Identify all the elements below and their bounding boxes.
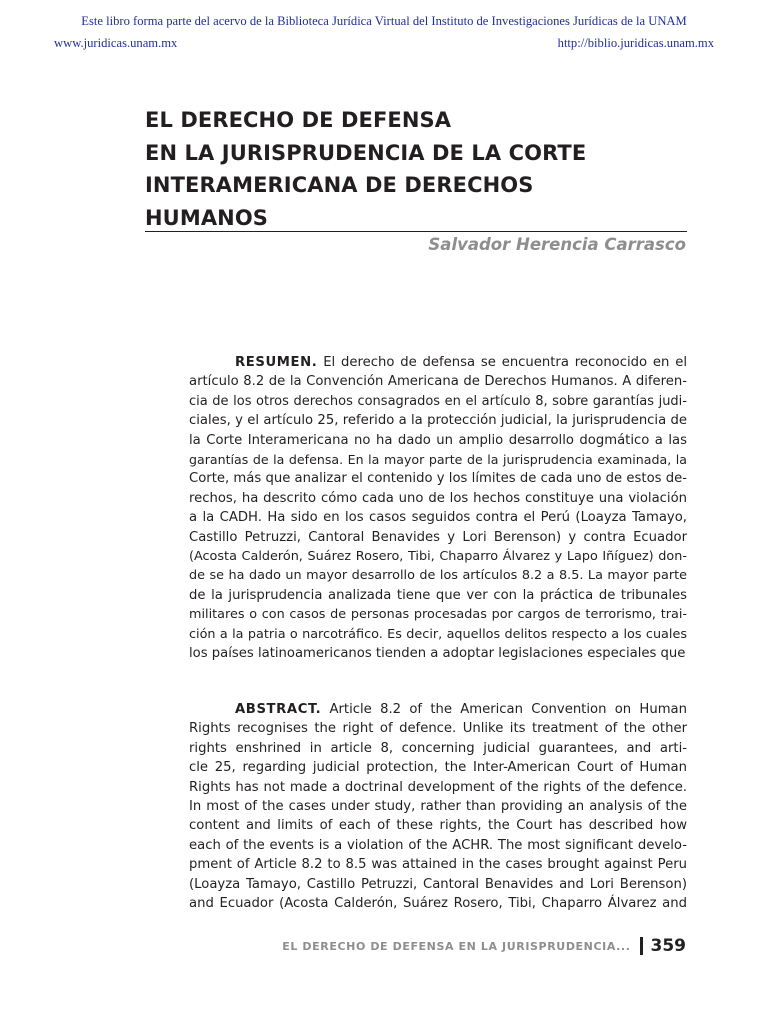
title-line: HUMANOS: [145, 205, 269, 230]
paragraph-line: In most of the cases under study, rather than providing an analysis of the: [189, 799, 687, 815]
paragraph-line: ciales, y el artículo 25, referido a la protección judicial, la jurisprudencia de: [189, 413, 687, 429]
abstract-label: ABSTRACT.: [235, 702, 322, 717]
paragraph-line: a la CADH. Ha sido en los casos seguidos contra el Perú (Loayza Tamayo,: [189, 510, 687, 526]
author-name: Salvador Herencia Carrasco: [428, 235, 686, 254]
footer-divider: [640, 937, 643, 955]
paragraph-line: Corte, más que analizar el contenido y los límites de cada uno de estos de-: [189, 471, 687, 487]
paragraph-line: artículo 8.2 de la Convención Americana de Derechos Humanos. A diferen-: [189, 374, 687, 390]
paragraph-line: (Loayza Tamayo, Castillo Petruzzi, Cantoral Benavides and Lori Berenson): [189, 876, 687, 892]
paragraph-line: Rights has not made a doctrinal development of the rights of the defence.: [189, 779, 687, 795]
page-footer: [282, 934, 686, 958]
paragraph-line: ción a la patria o narcotráfico. Es decir, aquellos delitos respecto a los cuales: [189, 626, 687, 642]
paragraph-line: each of the events is a violation of the ACHR. The most significant develo-: [189, 837, 687, 853]
title-line: EL DERECHO DE DEFENSA: [145, 108, 452, 132]
paragraph-line: [189, 353, 687, 372]
paragraph-line: cle 25, regarding judicial protection, the Inter-American Court of Human: [189, 760, 687, 776]
biblio-link[interactable]: http://biblio.juridicas.unam.mx: [557, 36, 714, 50]
page-number: 359: [650, 936, 686, 956]
running-head: EL DERECHO DE DEFENSA EN LA JURISPRUDENCIA...: [282, 939, 631, 953]
paragraph-line: los países latinoamericanos tienden a adoptar legislaciones especiales que: [189, 646, 686, 662]
paragraph-line: Rights recognises the right of defence. Unlike its treatment of the other: [189, 721, 687, 737]
paragraph-line: la Corte Interamericana no ha dado un amplio desarrollo dogmático a las: [189, 432, 687, 448]
paragraph-line: rights enshrined in article 8, concerning judicial guarantees, and arti-: [189, 740, 687, 756]
resumen-paragraph: [189, 353, 687, 664]
abstract-first-line: Article 8.2 of the American Convention on Human: [329, 702, 687, 717]
library-banner: [0, 0, 768, 60]
article-title: [145, 104, 690, 234]
resumen-first-line: El derecho de defensa se encuentra reconocido en el: [323, 355, 687, 370]
title-line: INTERAMERICANA DE DERECHOS: [145, 173, 534, 197]
paragraph-line: [189, 700, 687, 719]
title-divider: [145, 231, 687, 232]
paragraph-line: garantías de la defensa. En la mayor parte de la jurisprudencia examinada, la: [189, 452, 687, 468]
paragraph-line: Castillo Petruzzi, Cantoral Benavides y Lori Berenson) y contra Ecuador: [189, 529, 687, 545]
paragraph-line: militares o con casos de personas procesadas por cargos de terrorismo, trai-: [189, 607, 687, 623]
paragraph-line: pment of Article 8.2 to 8.5 was attained in the cases brought against Peru: [189, 857, 687, 873]
resumen-label: RESUMEN.: [235, 355, 318, 370]
library-notice: Este libro forma parte del acervo de la Biblioteca Jurídica Virtual del Instituto de Investigaciones Jurídicas de la UNAM: [81, 14, 687, 28]
paragraph-line: de se ha dado un mayor desarrollo de los artículos 8.2 a 8.5. La mayor parte: [189, 568, 687, 584]
paragraph-line: de la jurisprudencia analizada tiene que ver con la práctica de tribunales: [189, 587, 687, 603]
paragraph-line: cia de los otros derechos consagrados en el artículo 8, sobre garantías judi-: [189, 393, 687, 409]
paragraph-line: (Acosta Calderón, Suárez Rosero, Tibi, Chaparro Álvarez y Lapo Iñíguez) don-: [189, 549, 687, 565]
abstract-paragraph: [189, 700, 687, 913]
paragraph-line: and Ecuador (Acosta Calderón, Suárez Rosero, Tibi, Chaparro Álvarez and: [189, 896, 687, 912]
title-line: EN LA JURISPRUDENCIA DE LA CORTE: [145, 140, 587, 165]
paragraph-line: rechos, ha descrito cómo cada uno de los hechos constituye una violación: [189, 490, 687, 506]
juridicas-link[interactable]: www.juridicas.unam.mx: [54, 36, 178, 50]
paragraph-line: content and limits of each of these rights, the Court has described how: [189, 818, 687, 834]
